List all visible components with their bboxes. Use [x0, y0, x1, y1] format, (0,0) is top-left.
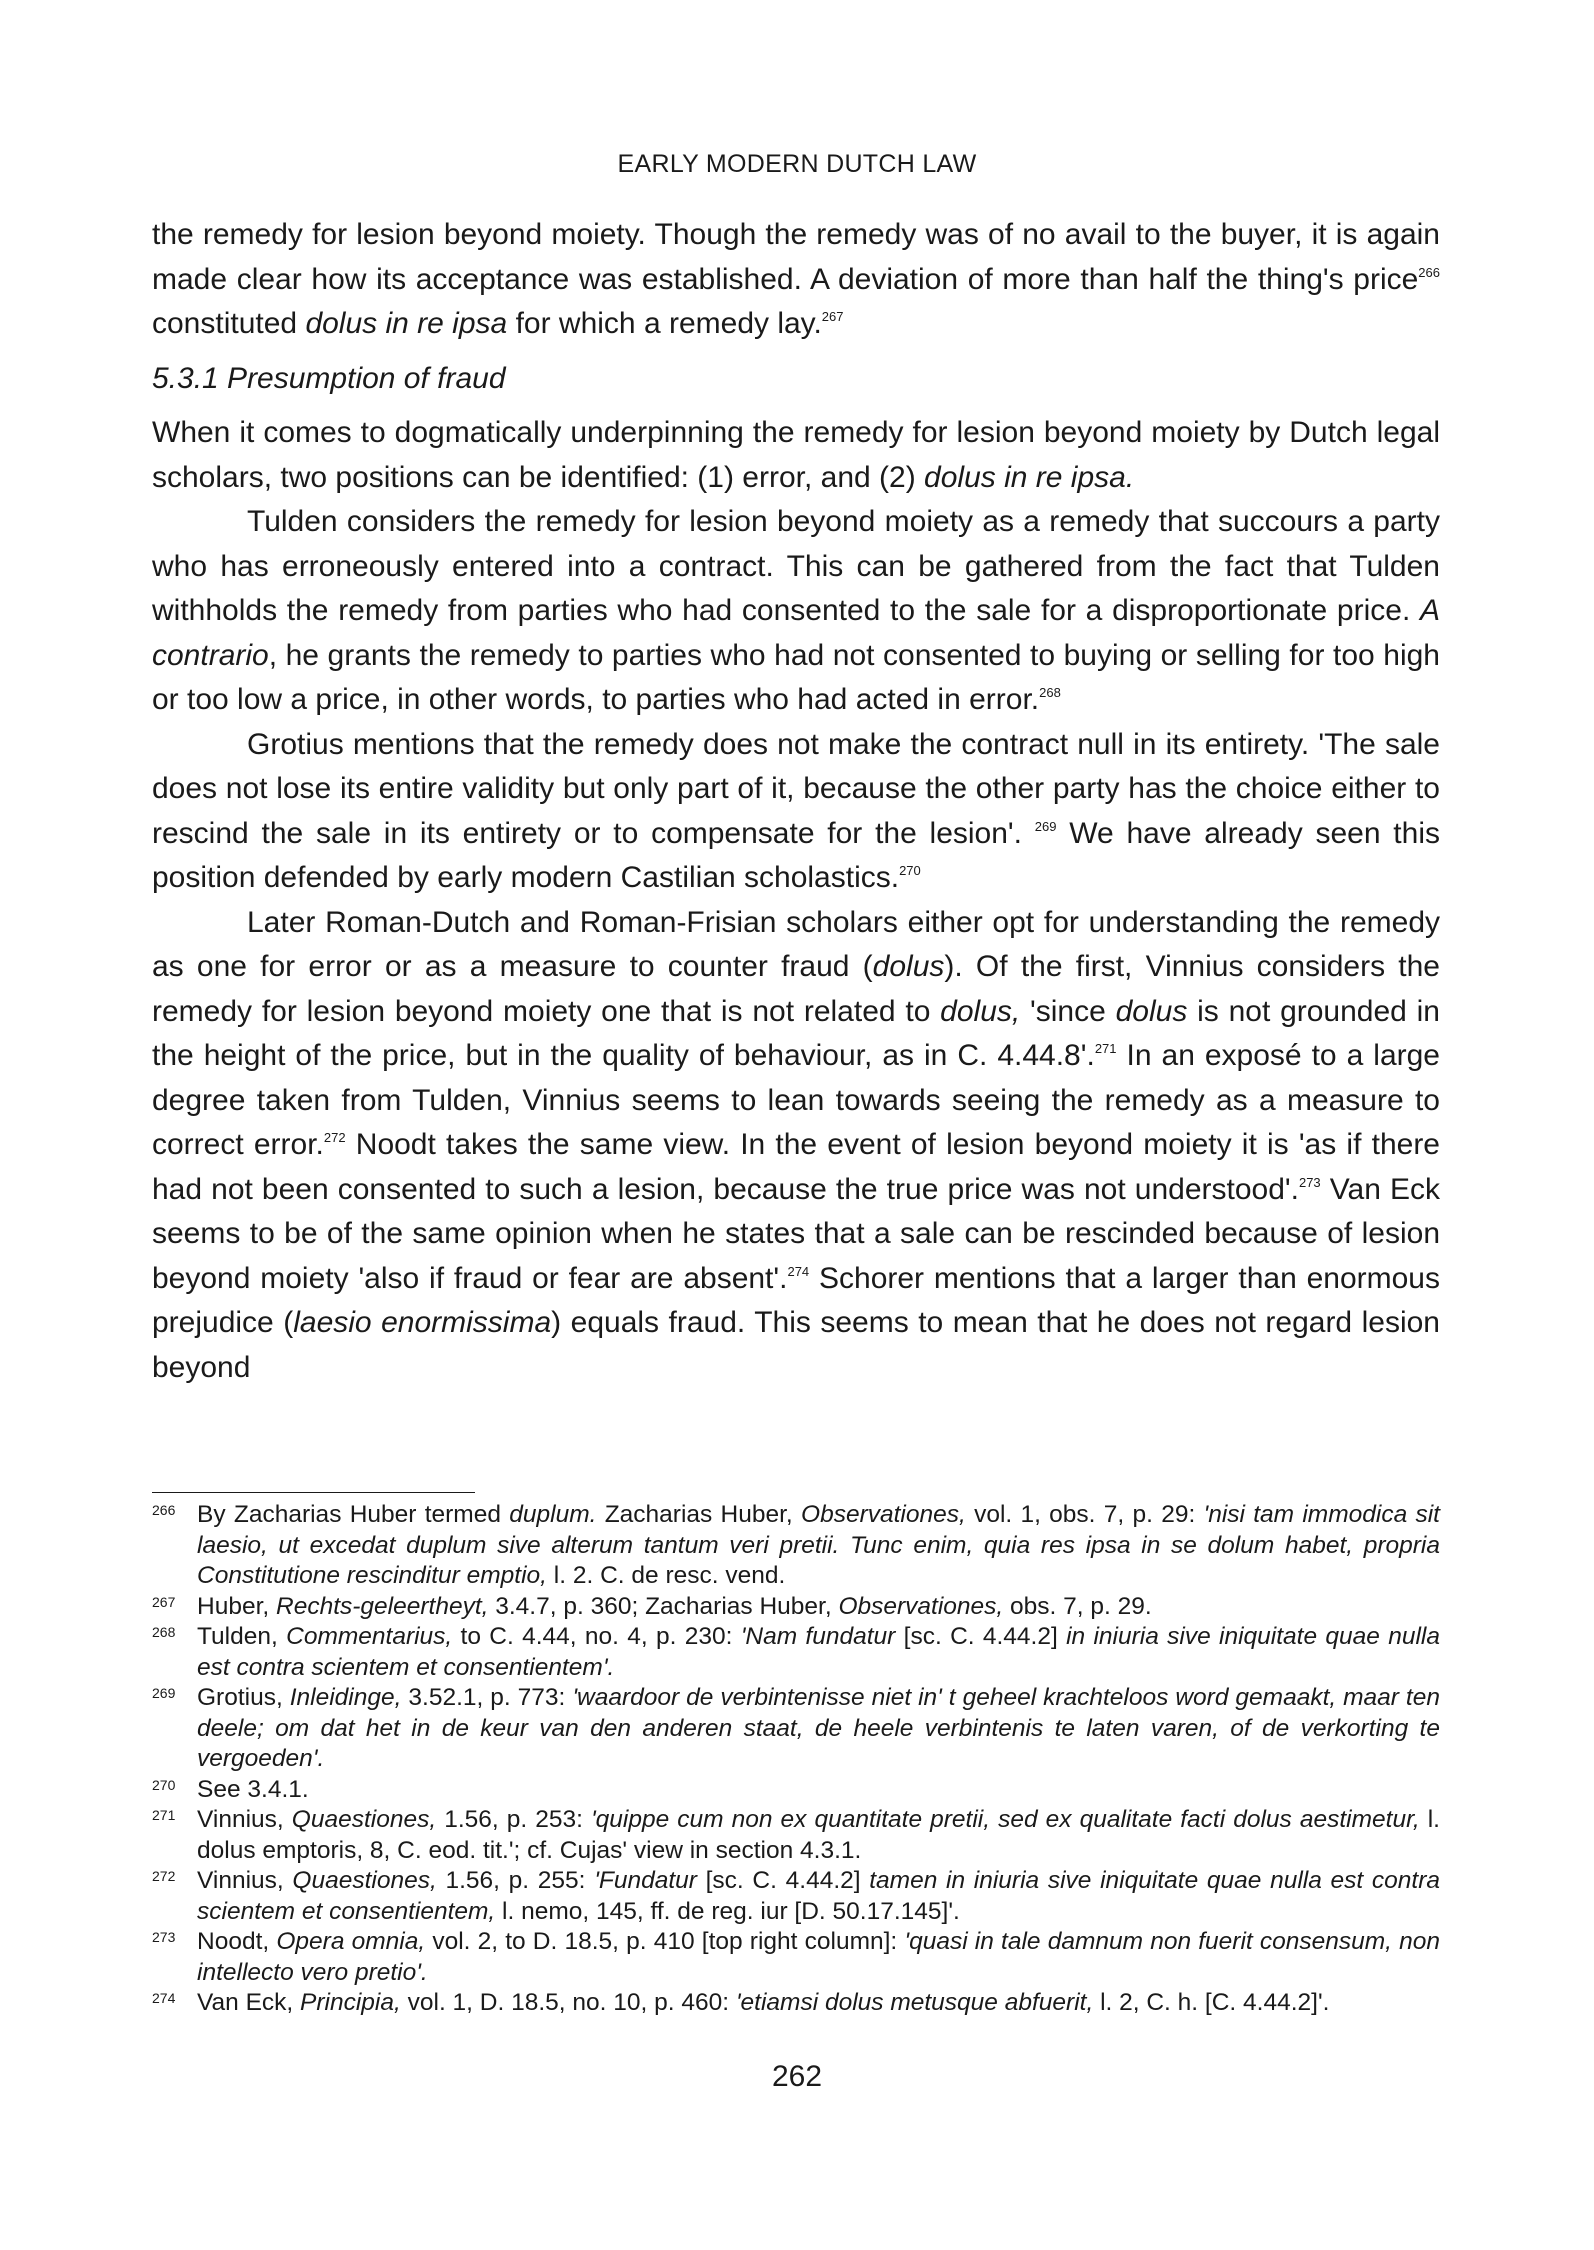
- footnote: [152, 1622, 1440, 1683]
- footnote-text: 'quippe cum non ex quantitate pretii, sed ex qualitate facti dolus aestimetur,: [590, 1806, 1420, 1833]
- footnote-text: 'waardoor de verbintenisse niet in' t geheel krachteloos word gemaakt, maar ten deele; om dat het in de keur van den anderen staat, de heele verbintenis te laten varen, of de verkorting te vergoeden'.: [197, 1684, 1440, 1772]
- body-text: [152, 213, 1440, 1390]
- footnote-text: Vinnius,: [197, 1867, 293, 1894]
- footnote-text: Grotius,: [197, 1684, 290, 1711]
- footnote: [152, 1927, 1440, 1988]
- footnote-ref[interactable]: 271: [1094, 1041, 1117, 1056]
- footnote: [152, 1805, 1440, 1866]
- footnote-text: vol. 1, obs. 7, p. 29:: [965, 1501, 1204, 1528]
- footnote-text: Commentarius,: [286, 1623, 453, 1650]
- footnote-text: Inleidinge,: [289, 1684, 402, 1711]
- footnote-text: Noodt,: [197, 1928, 277, 1955]
- footnote-number: 269: [152, 1685, 176, 1701]
- footnote-text: l. nemo, 145, ff. de reg. iur [D. 50.17.145]'.: [495, 1897, 960, 1925]
- paragraph-3: Tulden considers the remedy for lesion beyond moiety as a remedy that succours a party who has erroneously entered into a contract. This can be gathered from the fact that Tulden withholds the remedy from parties who had consented to the sale for a disproportionate price. A contrario, he grants the remedy to parties who had not consented to buying or selling for too high or too low a price, in other words, to parties who had acted in error.$^{268}$: [152, 505, 1440, 716]
- footnote-text: tamen in iniuria sive iniquitate quae nulla est contra scientem et consentientem,: [197, 1867, 1441, 1925]
- footnote-text: Observationes,: [801, 1501, 966, 1528]
- footnote-ref[interactable]: 274: [787, 1263, 810, 1279]
- footnote-divider: [152, 1492, 475, 1493]
- footnote-text: 1.56, p. 253:: [436, 1806, 591, 1833]
- footnote-text: Huber,: [197, 1592, 276, 1620]
- footnote-text: 3.4.7, p. 360; Zacharias Huber,: [488, 1592, 839, 1620]
- footnote-number: 274: [152, 1990, 176, 2006]
- footnote-ref[interactable]: 272: [323, 1130, 346, 1145]
- section-heading: 5.3.1 Presumption of fraud: [152, 361, 506, 395]
- footnote-text: l. 2. C. de resc. vend.: [546, 1562, 786, 1589]
- page-number: 262: [771, 2060, 823, 2093]
- footnote-text: [sc. C. 4.44.2]: [895, 1623, 1067, 1650]
- footnote-text: to C. 4.44, no. 4, p. 230:: [452, 1623, 741, 1650]
- footnote-ref[interactable]: 269: [1034, 818, 1057, 834]
- footnote-text: vol. 1, D. 18.5, no. 10, p. 460:: [400, 1989, 736, 2016]
- footnote-text: l. dolus emptoris, 8, C. eod. tit.'; cf. Cujas' view in section 4.3.1.: [197, 1806, 1440, 1864]
- footnote-text: Van Eck,: [197, 1989, 301, 2016]
- footnote-text: 1.56, p. 255:: [436, 1867, 595, 1894]
- footnote-text: By Zacharias Huber termed: [197, 1501, 510, 1528]
- footnote-number: 266: [152, 1502, 176, 1518]
- footnote: [152, 1866, 1440, 1927]
- footnote-number: 268: [152, 1624, 176, 1640]
- footnote-text: Zacharias Huber,: [596, 1501, 802, 1528]
- footnote: [152, 1683, 1440, 1775]
- footnote-text: Principia,: [300, 1989, 401, 2016]
- footnote-text: Tulden,: [197, 1623, 287, 1650]
- footnote-text: 'etiamsi dolus metusque abfuerit,: [735, 1989, 1094, 2016]
- footnote-number: 271: [152, 1807, 176, 1823]
- footnote-text: vol. 2, to D. 18.5, p. 410 [top right column]:: [425, 1928, 905, 1955]
- footnote-text: 3.52.1, p. 773:: [401, 1684, 573, 1711]
- footnote-number: 267: [152, 1593, 176, 1610]
- footnote-ref[interactable]: 268: [1039, 685, 1061, 700]
- footnote-text: Vinnius,: [197, 1806, 292, 1833]
- footnote: [152, 1775, 1440, 1806]
- footnote: [152, 1592, 1440, 1623]
- footnote-number: 273: [152, 1929, 176, 1945]
- footnote-text: Opera omnia,: [276, 1928, 426, 1955]
- footnote-ref[interactable]: 267: [821, 309, 844, 324]
- footnote-text: 'quasi in tale damnum non fuerit consensum, non intellecto vero pretio'.: [197, 1928, 1440, 1986]
- footnote-ref[interactable]: 273: [1298, 1174, 1321, 1190]
- footnote-text: 'Fundatur: [594, 1867, 697, 1894]
- paragraph-5: Later Roman-Dutch and Roman-Frisian scholars either opt for understanding the remedy as one for error or as a measure to counter fraud (dolus). Of the first, Vinnius considers the remedy for lesion beyond moiety one that is not related to dolus, 'since dolus is not grounded in the height of the price, but in the quality of behaviour, as in C. 4.44.8'.$^{271}$ In an exposé to a large degree taken from Tulden, Vinnius seems to lean towards seeing the remedy as a measure to correct error.$^{272}$ Noodt takes the same view. In the event of lesion beyond moiety it is 'as if there had not been consented to such a lesion, because the true price was not understood'.$^{273}$ Van Eck seems to be of the same opinion when he states that a sale can be rescinded because of lesion beyond moiety 'also if fraud or fear are absent'.$^{274}$ Schorer mentions that a larger than enormous prejudice (laesio enormissima) equals fraud. This seems to mean that he does not regard lesion beyond: [152, 905, 1440, 1384]
- paragraph-1: the remedy for lesion beyond moiety. Though the remedy was of no avail to the buyer, it is again made clear how its acceptance was established. A deviation of more than half the thing's price$^{266}$ constituted dolus in re ipsa for which a remedy lay.$^{267}$: [152, 218, 1440, 340]
- footnote: [152, 1500, 1440, 1592]
- paragraph-4: Grotius mentions that the remedy does not make the contract null in its entirety. 'The sale does not lose its entire validity but only part of it, because the other party has the choice either to rescind the sale in its entirety or to compensate for the lesion'. $^{269}$ We have already seen this position defended by early modern Castilian scholastics.$^{270}$: [152, 727, 1440, 894]
- paragraph-2: When it comes to dogmatically underpinning the remedy for lesion beyond moiety by Dutch legal scholars, two positions can be identified: (1) error, and (2) dolus in re ipsa.: [152, 416, 1440, 494]
- footnote-text: 'Nam fundatur: [740, 1623, 896, 1650]
- footnote-text: obs. 7, p. 29.: [1003, 1592, 1152, 1620]
- footnote: [152, 1988, 1440, 2019]
- footnote-text: in iniuria sive iniquitate quae nulla est contra scientem et consentientem'.: [197, 1623, 1440, 1681]
- footnote-text: duplum.: [509, 1501, 597, 1528]
- footnote-number: 270: [152, 1776, 176, 1793]
- footnote-ref[interactable]: 270: [899, 863, 921, 878]
- footnote-text: Quaestiones,: [291, 1806, 437, 1833]
- footnote-text: Quaestiones,: [292, 1867, 437, 1894]
- footnote-text: l. 2, C. h. [C. 4.44.2]'.: [1093, 1989, 1330, 2016]
- footnote-text: See 3.4.1.: [197, 1775, 309, 1803]
- running-head: EARLY MODERN DUTCH LAW: [617, 150, 977, 178]
- footnote-text: 'nisi tam immodica sit laesio, ut excedat duplum sive alterum tantum veri pretii. Tunc enim, quia res ipsa in se dolum habet, propria Constitutione rescinditur emptio,: [197, 1501, 1440, 1589]
- footnote-ref[interactable]: 266: [1418, 264, 1440, 280]
- footnote-text: Rechts-geleertheyt,: [276, 1592, 489, 1620]
- footnotes: [152, 1500, 1440, 2019]
- footnote-text: [sc. C. 4.44.2]: [696, 1867, 870, 1894]
- footnote-text: Observationes,: [838, 1592, 1004, 1620]
- footnote-number: 272: [152, 1868, 176, 1884]
